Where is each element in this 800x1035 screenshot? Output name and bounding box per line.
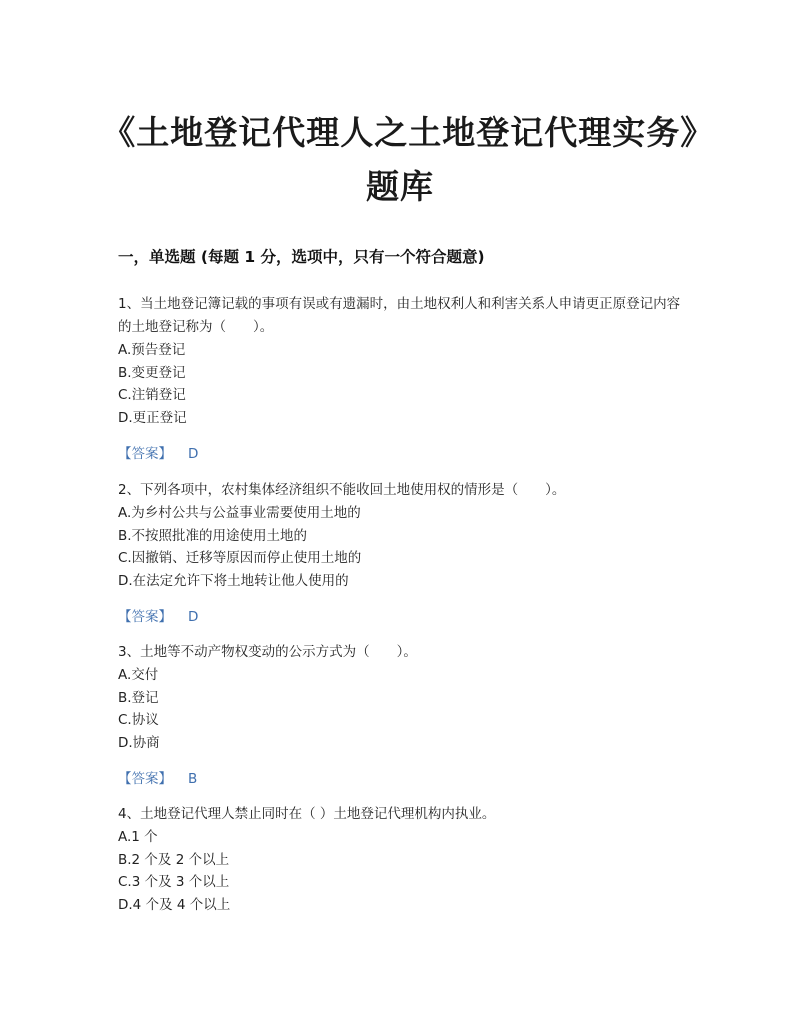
answer-line xyxy=(118,443,682,465)
option-c: C.因撤销、迁移等原因而停止使用土地的 xyxy=(118,550,362,566)
question-block-4 xyxy=(118,803,682,916)
question-stem: 2、下列各项中，农村集体经济组织不能收回土地使用权的情形是（ ）。 xyxy=(118,482,566,498)
option-d: D.在法定允许下将土地转让他人使用的 xyxy=(118,572,349,589)
section-heading: 一，单选题 (每题 1 分，选项中，只有一个符合题意) xyxy=(118,248,485,266)
question-block-3 xyxy=(118,641,682,790)
option-b: B.2 个及 2 个以上 xyxy=(118,851,230,868)
answer-value: D xyxy=(188,609,199,625)
question-block-1 xyxy=(118,293,682,465)
option-b: B.变更登记 xyxy=(118,364,186,381)
option-a: A.1 个 xyxy=(118,829,158,845)
option-d: D.4 个及 4 个以上 xyxy=(118,896,231,913)
answer-line xyxy=(118,606,682,628)
question-stem: 4、土地登记代理人禁止同时在（ ）土地登记代理机构内执业。 xyxy=(118,806,496,822)
option-b: B.不按照批准的用途使用土地的 xyxy=(118,527,308,544)
option-a: A.预告登记 xyxy=(118,342,186,358)
answer-value: D xyxy=(188,446,199,462)
answer-label: 【答案】 xyxy=(118,446,172,462)
question-stem: 1、当土地登记簿记载的事项有误或有遗漏时，由土地权利人和利害关系人申请更正原登记内容的土地登记称为（ ）。 xyxy=(118,296,681,335)
answer-label: 【答案】 xyxy=(118,771,172,787)
answer-value: B xyxy=(188,771,198,787)
option-a: A.交付 xyxy=(118,667,159,683)
option-c: C.协议 xyxy=(118,712,159,728)
option-c: C.注销登记 xyxy=(118,387,186,403)
question-block-2 xyxy=(118,479,682,628)
question-stem: 3、土地等不动产物权变动的公示方式为（ ）。 xyxy=(118,644,417,660)
option-d: D.协商 xyxy=(118,734,160,751)
answer-label: 【答案】 xyxy=(118,609,172,625)
option-b: B.登记 xyxy=(118,689,159,706)
answer-line xyxy=(118,768,682,790)
option-d: D.更正登记 xyxy=(118,409,187,426)
option-a: A.为乡村公共与公益事业需要使用土地的 xyxy=(118,505,361,521)
document-title: 《土地登记代理人之土地登记代理实务》题库 xyxy=(102,113,698,206)
option-c: C.3 个及 3 个以上 xyxy=(118,874,230,890)
